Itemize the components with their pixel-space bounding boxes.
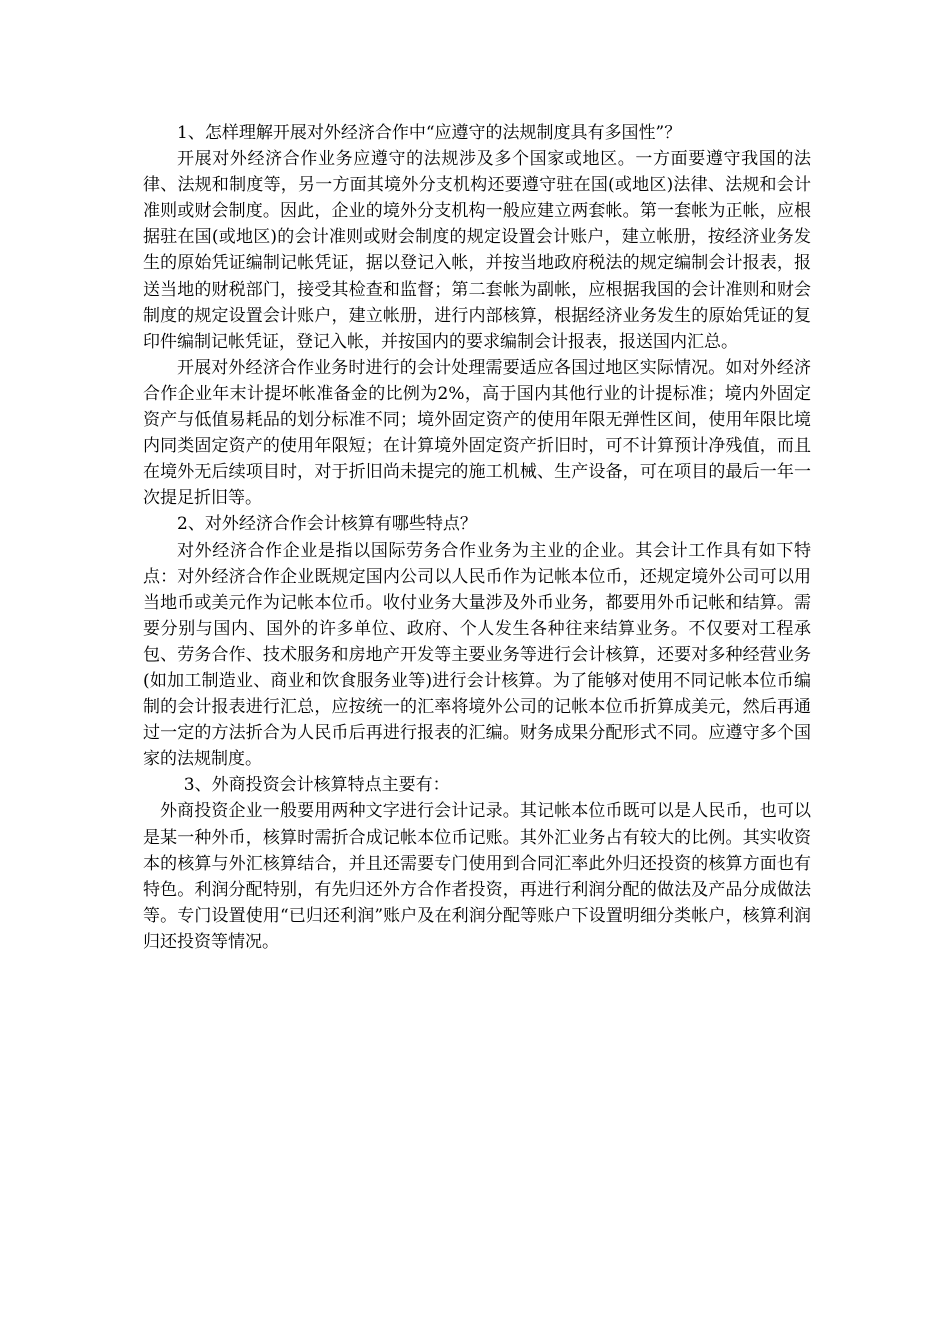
question-3-paragraph-1: 外商投资企业一般要用两种文字进行会计记录。其记帐本位币既可以是人民币，也可以是某一种外币，核算时需折合成记帐本位币记账。其外汇业务占有较大的比例。其实收资本的核算与外汇核算结合，并且还需要专门使用到合同汇率此外归还投资的核算方面也有特色。利润分配特别，有先归还外方合作者投资，再进行利润分配的做法及产品分成做法等。专门设置使用“已归还利润”账户及在利润分配等账户下设置明细分类帐户，核算利润归还投资等情况。 [143,801,811,952]
question-2-heading: 2、对外经济合作会计核算有哪些特点？ [177,514,477,535]
question-1-heading: 1、怎样理解开展对外经济合作中“应遵守的法规制度具有多国性”？ [177,123,682,143]
question-1-paragraph-2: 开展对外经济合作业务时进行的会计处理需要适应各国过地区实际情况。如对外经济合作企业年末计提坏帐准备金的比例为2%，高于国内其他行业的计提标准；境内外固定资产与低值易耗品的划分标准不同；境外固定资产的使用年限无弹性区间，使用年限比境内同类固定资产的使用年限短；在计算境外固定资产折旧时，可不计算预计净残值，而且在境外无后续项目时，对于折旧尚未提完的施工机械、生产设备，可在项目的最后一年一次提足折旧等。 [143,357,811,509]
question-1-paragraph-1: 开展对外经济合作业务应遵守的法规涉及多个国家或地区。一方面要遵守我国的法律、法规和制度等，另一方面其境外分支机构还要遵守驻在国(或地区)法律、法规和会计准则或财会制度。因此，企业的境外分支机构一般应建立两套帐。第一套帐为正帐，应根据驻在国(或地区)的会计准则或财会制度的规定设置会计账户，建立帐册，按经济业务发生的原始凭证编制记帐凭证，据以登记入帐，并按当地政府税法的规定编制会计报表，报送当地的财税部门，接受其检查和监督；第二套帐为副帐，应根据我国的会计准则和财会制度的规定设置会计账户，建立帐册，进行内部核算，根据经济业务发生的原始凭证的复印件编制记帐凭证，登记入帐，并按国内的要求编制会计报表，报送国内汇总。 [143,149,811,352]
question-3-heading: 3、外商投资会计核算特点主要有： [183,775,450,796]
document-page [143,120,811,955]
question-2-paragraph-1: 对外经济合作企业是指以国际劳务合作业务为主业的企业。其会计工作具有如下特点：对外经济合作企业既规定国内公司以人民币作为记帐本位币，还规定境外公司可以用当地币或美元作为记帐本位币。收付业务大量涉及外币业务，都要用外币记帐和结算。需要分别与国内、国外的许多单位、政府、个人发生各种往来结算业务。不仅要对工程承包、劳务合作、技术服务和房地产开发等主要业务等进行会计核算，还要对多种经营业务(如加工制造业、商业和饮食服务业等)进行会计核算。为了能够对使用不同记帐本位币编制的会计报表进行汇总，应按统一的汇率将境外公司的记帐本位币折算成美元，然后再通过一定的方法折合为人民币后再进行报表的汇编。财务成果分配形式不同。应遵守多个国家的法规制度。 [143,540,811,770]
